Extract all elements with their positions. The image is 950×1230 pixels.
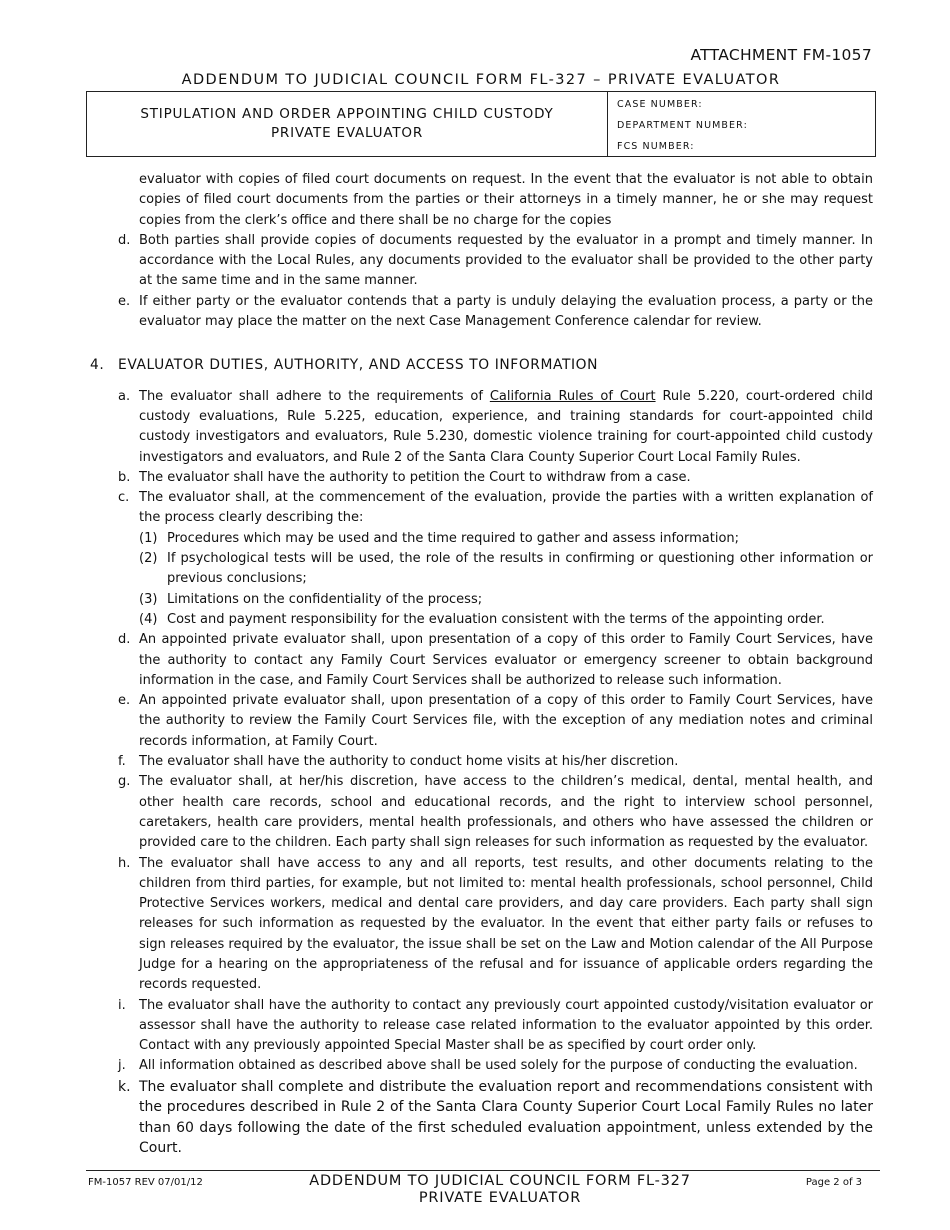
list-item [90,691,873,752]
document-body [90,170,873,1159]
item-label: j. [118,1058,126,1074]
sub-item-label: (2) [139,551,158,567]
form-revision: FM-1057 REV 07/01/12 [88,1177,203,1188]
item-label: e. [118,693,131,709]
list-item [90,772,873,853]
sub-item-text: Procedures which may be used and the time required to gather and assess information; [167,530,740,546]
sub-item-label: (1) [139,530,158,546]
list-item [90,1056,873,1076]
list-item [90,468,873,488]
sub-item-label: (4) [139,611,158,627]
item-text: All information obtained as described above shall be used solely for the purpose of conducting the evaluation. [139,1058,858,1074]
item-text: Both parties shall provide copies of documents requested by the evaluator in a prompt and timely manner. In accordance with the Local Rules, any documents provided to the evaluator shall be provided to the other party at the same time and in the same manner. [139,232,873,289]
item-label: k. [118,1078,131,1095]
item-text: The evaluator shall, at the commencement of the evaluation, provide the parties with a written explanation of the process clearly describing the: [139,490,873,526]
section-title: EVALUATOR DUTIES, AUTHORITY, AND ACCESS TO INFORMATION [118,357,599,374]
sub-item [90,549,873,590]
list-item [90,752,873,772]
sub-item-text: Limitations on the confidentiality of the process; [167,591,483,607]
attachment-label: ATTACHMENT FM-1057 [690,46,872,64]
list-item [90,292,873,333]
sub-item-text: If psychological tests will be used, the role of the results in confirming or questioning other information or previous conclusions; [167,551,873,587]
item-label: d. [118,632,131,648]
footer-title [280,1173,720,1207]
continued-paragraph: evaluator with copies of filed court documents on request. In the event that the evaluator is not able to obtain copies of filed court documents from the parties or their attorneys in a timely manner, he or she may request copies from the clerk’s office and there shall be no charge for the copies [139,172,873,228]
item-label: f. [118,754,126,770]
item-text: The evaluator shall, at her/his discretion, have access to the children’s medical, dental, mental health, and other health care records, school and educational records, and the right to interview school personnel, caretakers, health care providers, mental health professionals, and others who have assessed the children or provided care to the children. Each party shall sign releases for such information as requested by the evaluator. [139,774,873,851]
item-label: a. [118,388,131,404]
item-label: h. [118,855,131,871]
department-number-field[interactable]: DEPARTMENT NUMBER: [617,120,748,131]
item-text: The evaluator shall have the authority to contact any previously court appointed custody/visitation evaluator or assessor shall have the authority to release case related information to the evaluator appointed by this order. Contact with any previously appointed Special Master shall be as specified by court order only. [139,997,873,1054]
item-text: If either party or the evaluator contends that a party is unduly delaying the evaluation process, a party or the evaluator may place the matter on the next Case Management Conference calendar for review. [139,293,873,330]
footer-title-line2: PRIVATE EVALUATOR [418,1190,582,1206]
form-subtitle: ADDENDUM TO JUDICIAL COUNCIL FORM FL-327 – PRIVATE EVALUATOR [181,72,781,88]
list-item [90,488,873,529]
item-label: e. [118,293,131,309]
item-text-part: Rule 5.220, court-ordered child custody evaluations, Rule 5.225, education, experience, and training standards for court-appointed child custody investigators and evaluators, Rule 5.230, domestic violence training for court-appointed child custody investigators and evaluators, and Rule 2 of the Santa Clara County Superior Court Local Family Rules. [139,388,873,465]
fcs-number-field[interactable]: FCS NUMBER: [617,141,695,152]
item-text: The evaluator shall have access to any and all reports, test results, and other documents relating to the children from third parties, for example, but not limited to: mental health professionals, school personnel, Child Protective Services workers, medical and dental care providers, and day care providers. Each party shall sign releases for such information as requested by the evaluator. In the event that either party fails or refuses to sign releases required by the evaluator, the issue shall be set on the Law and Motion calendar of the All Purpose Judge for a hearing on the appropriateness of the refusal and for issuance of applicable orders regarding the records requested. [139,855,873,993]
rules-of-court-link: California Rules of Court [489,388,656,404]
list-item [90,854,873,996]
sub-item-label: (3) [139,591,158,607]
item-label: c. [118,490,130,506]
sub-item [90,529,873,549]
case-number-field[interactable]: CASE NUMBER: [617,99,703,110]
page-number: Page 2 of 3 [805,1177,862,1188]
caption-fields [608,92,875,156]
caption-title-line2: PRIVATE EVALUATOR [270,125,424,141]
sub-item [90,610,873,630]
item-label: b. [118,469,131,485]
item-text: The evaluator shall have the authority to conduct home visits at his/her discretion. [139,754,679,770]
list-item [90,996,873,1057]
caption-title-line1: STIPULATION AND ORDER APPOINTING CHILD CUSTODY [140,106,554,122]
item-text: An appointed private evaluator shall, upon presentation of a copy of this order to Family Court Services, have the authority to contact any Family Court Services evaluator or emergency screener to obtain background information in the case, and Family Court Services shall be authorized to release such information. [139,632,873,688]
caption-title [87,92,608,156]
list-item [90,1077,873,1159]
item-text: The evaluator shall complete and distribute the evaluation report and recommendations consistent with the procedures described in Rule 2 of the Santa Clara County Superior Court Local Family Rules no later than 60 days following the date of the first scheduled evaluation appointment, unless extended by the Court. [139,1078,873,1157]
item-text [139,387,873,468]
item-text: The evaluator shall have the authority to petition the Court to withdraw from a case. [139,469,691,485]
item-label: g. [118,774,131,790]
item-text: An appointed private evaluator shall, upon presentation of a copy of this order to Family Court Services, have the authority to review the Family Court Services file, with the exception of any mediation notes and criminal records information, at Family Court. [139,693,873,749]
list-item [90,387,873,468]
item-label: i. [118,997,126,1013]
caption-box [86,91,876,157]
footer-title-line1: ADDENDUM TO JUDICIAL COUNCIL FORM FL-327 [309,1173,691,1189]
list-item [90,630,873,691]
list-item [90,231,873,292]
item-label: d. [118,232,131,248]
section-number: 4. [90,357,105,374]
sub-item-text: Cost and payment responsibility for the evaluation consistent with the terms of the appointing order. [167,611,825,627]
footer-divider [86,1170,880,1171]
sub-item [90,590,873,610]
item-text-part: The evaluator shall adhere to the requirements of [139,388,490,404]
section-heading [90,355,873,375]
